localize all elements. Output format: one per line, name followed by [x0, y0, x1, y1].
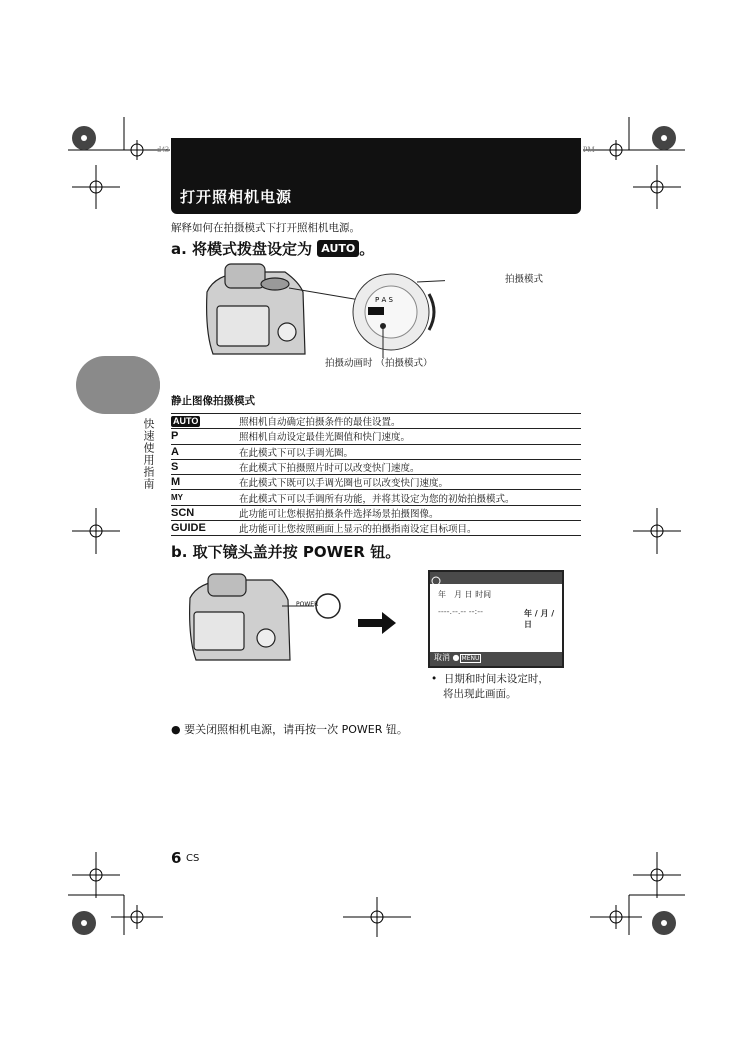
modes-section-title: 静止图像拍摄模式 [171, 395, 255, 407]
side-tab-shape [76, 356, 160, 414]
mode-my: MY [171, 490, 239, 505]
mode-a: A [171, 444, 239, 459]
callout-shooting-mode: 拍摄模式 [505, 274, 544, 285]
slug-right: PM [583, 145, 595, 154]
mode-row [171, 459, 581, 474]
side-tab-label: 快速使用指南 [142, 418, 155, 490]
power-label: POWER [296, 601, 319, 608]
lcd-date-value: ----.--.-- --:-- [438, 607, 483, 616]
mode-row [171, 444, 581, 459]
starburst-top-left [72, 126, 96, 150]
lcd-date-format: 年 / 月 / 日 [524, 609, 555, 629]
power-off-note: ● 要关闭照相机电源，请再按一次 POWER 钮。 [171, 723, 408, 736]
page-lang: CS [186, 853, 200, 864]
mode-guide: GUIDE [171, 521, 239, 536]
mode-row [171, 429, 581, 444]
menu-key-icon: MENU [461, 655, 480, 662]
lcd-date-header: 年 月 日 时间 [438, 590, 492, 599]
intro-text: 解释如何在拍摄模式下打开照相机电源。 [171, 222, 360, 234]
lcd-note: • 日期和时间未设定时， [431, 673, 549, 685]
clock-icon [430, 575, 442, 587]
mode-desc: 照相机自动设定最佳光圈值和快门速度。 [239, 429, 581, 444]
modes-table [171, 413, 581, 536]
auto-mode-badge: AUTO [317, 240, 359, 257]
mode-desc: 在此模式下可以手调光圈。 [239, 444, 581, 459]
arrow-right-icon [358, 610, 398, 636]
mode-desc: 此功能可让您按照画面上显示的拍摄指南设定目标项目。 [239, 521, 581, 536]
mode-row [171, 414, 581, 429]
page-number: 6 [171, 849, 182, 867]
mode-row [171, 505, 581, 520]
mode-desc: 在此模式下既可以手调光圈也可以改变快门速度。 [239, 475, 581, 490]
lcd-top-bar [430, 572, 562, 584]
mode-auto: AUTO [173, 416, 199, 427]
mode-row [171, 521, 581, 536]
camera-mode-dial-illustration [195, 262, 445, 370]
lcd-screen [428, 570, 564, 668]
page-title: 打开照相机电源 [180, 188, 293, 206]
callout-movie-mode: 拍摄动画时 （拍摄模式） [325, 358, 433, 369]
mode-desc: 照相机自动确定拍摄条件的最佳设置。 [239, 414, 581, 429]
mode-desc: 在此模式下可以手调所有功能，并将其设定为您的初始拍摄模式。 [239, 490, 581, 505]
slug-left: d43 [157, 145, 169, 154]
mode-scn: SCN [171, 505, 239, 520]
step-b-heading: b. 取下镜头盖并按 POWER 钮。 [171, 543, 401, 561]
mode-m: M [171, 475, 239, 490]
mode-s: S [171, 459, 239, 474]
camera-power-illustration [186, 572, 356, 668]
mode-row [171, 490, 581, 505]
mode-row [171, 475, 581, 490]
mode-desc: 在此模式下拍摄照片时可以改变快门速度。 [239, 459, 581, 474]
mode-p: P [171, 429, 239, 444]
lcd-note-line2: 将出现此画面。 [443, 688, 517, 700]
lcd-footer: 取消 ● MENU [430, 652, 562, 666]
step-a-heading: a. 将模式拨盘设定为 AUTO 。 [171, 240, 375, 258]
mode-desc: 此功能可让您根据拍摄条件选择场景拍摄图像。 [239, 505, 581, 520]
svg-text:P A S: P A S [375, 296, 393, 304]
